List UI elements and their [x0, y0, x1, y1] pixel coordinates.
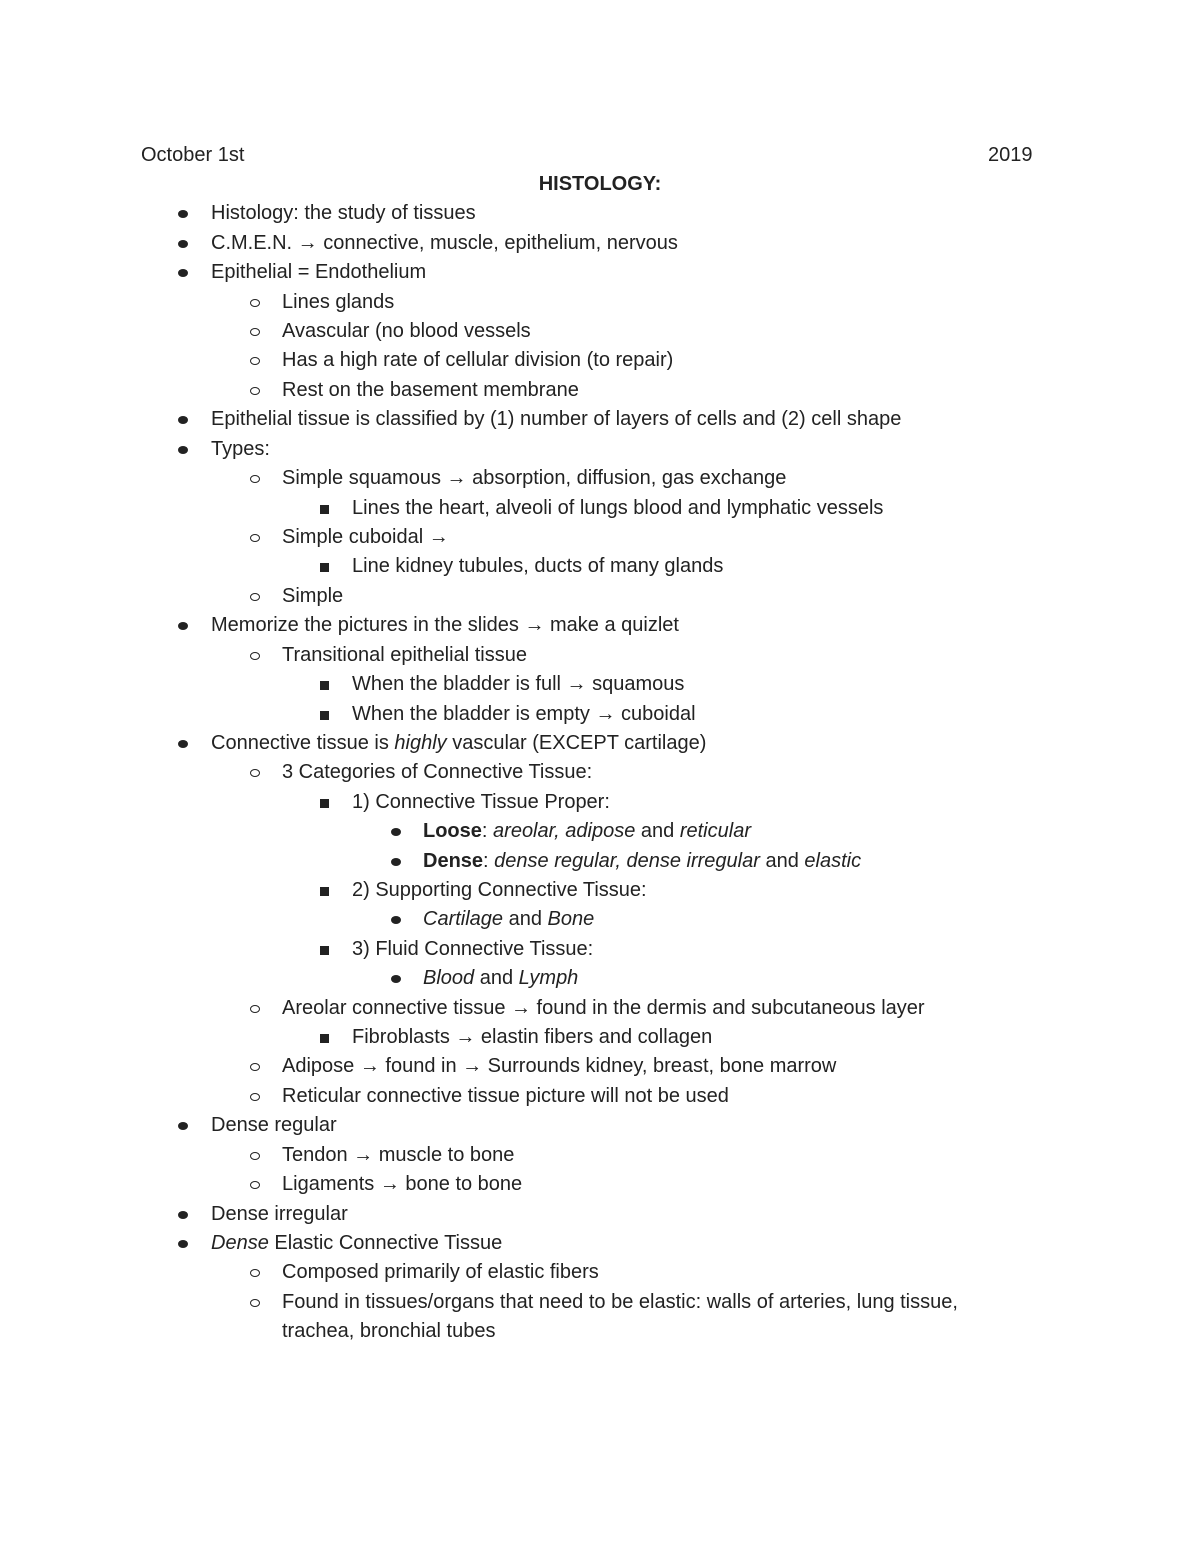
list-item-text: Simple squamous → absorption, diffusion, gas exchange: [282, 467, 787, 489]
bullet-dot-icon: [178, 1240, 188, 1248]
list-item-text: Lines glands: [282, 291, 395, 313]
list-item-text: Dense regular: [211, 1114, 337, 1136]
list-item-text: Types:: [211, 438, 270, 460]
bold-text: Dense: [423, 850, 484, 872]
bullet-square-icon: [320, 799, 329, 808]
bullet-dot-icon: [178, 210, 188, 218]
list-item-text: [211, 1231, 502, 1255]
italic-text: reticular: [679, 820, 751, 842]
list-item-text: Adipose → found in → Surrounds kidney, breast, bone marrow: [282, 1055, 837, 1077]
date-label: October 1st: [141, 144, 245, 166]
list-item-text: 1) Connective Tissue Proper:: [352, 791, 610, 813]
bold-text: Loose: [423, 820, 482, 842]
text-run: and: [503, 908, 548, 930]
bullet-circle-icon: [250, 328, 260, 336]
list-item-text: Rest on the basement membrane: [282, 379, 579, 401]
list-item-text: Fibroblasts → elastin fibers and collagen: [352, 1026, 713, 1048]
text-run: and: [635, 820, 680, 842]
italic-text: areolar, adipose: [493, 820, 636, 842]
list-item-text: [423, 819, 751, 843]
list-item-text: Dense irregular: [211, 1203, 348, 1225]
bullet-square-icon: [320, 946, 329, 955]
list-item-text: Simple: [282, 585, 344, 607]
bullet-circle-icon: [250, 1152, 260, 1160]
italic-text: Bone: [547, 908, 595, 930]
bullet-dot-icon: [178, 1122, 188, 1130]
list-item-text: Found in tissues/organs that need to be elastic: walls of arteries, lung tissue,: [282, 1291, 958, 1313]
list-item-text: When the bladder is empty → cuboidal: [352, 703, 696, 725]
year-label: 2019: [988, 144, 1033, 166]
bullet-dot-icon: [391, 828, 401, 836]
italic-text: Dense: [211, 1232, 269, 1254]
bullet-circle-icon: [250, 387, 260, 395]
bullet-circle-icon: [250, 475, 260, 483]
italic-text: Cartilage: [423, 908, 504, 930]
list-item-text: Tendon → muscle to bone: [282, 1144, 515, 1166]
text-run: :: [483, 850, 495, 872]
list-item-text: trachea, bronchial tubes: [282, 1320, 496, 1342]
list-item-text: When the bladder is full → squamous: [352, 673, 685, 695]
bullet-dot-icon: [178, 416, 188, 424]
bullet-square-icon: [320, 711, 329, 720]
bullet-dot-icon: [391, 975, 401, 983]
bullet-circle-icon: [250, 593, 260, 601]
list-item-text: Epithelial = Endothelium: [211, 261, 427, 283]
list-item-text: Transitional epithelial tissue: [282, 644, 527, 666]
bullet-circle-icon: [250, 652, 260, 660]
bullet-square-icon: [320, 1034, 329, 1043]
bullet-circle-icon: [250, 534, 260, 542]
list-item-text: Line kidney tubules, ducts of many glands: [352, 555, 724, 577]
bullet-dot-icon: [178, 740, 188, 748]
bullet-square-icon: [320, 563, 329, 572]
bullet-square-icon: [320, 887, 329, 896]
list-item-text: [423, 966, 578, 990]
list-item-text: 3 Categories of Connective Tissue:: [282, 761, 593, 783]
italic-text: highly: [394, 732, 447, 754]
text-run: and: [474, 967, 519, 989]
bullet-dot-icon: [178, 1211, 188, 1219]
italic-text: Lymph: [518, 967, 579, 989]
bullet-circle-icon: [250, 1063, 260, 1071]
bullet-square-icon: [320, 505, 329, 514]
bullet-dot-icon: [391, 916, 401, 924]
page-title: HISTOLOGY:: [538, 173, 662, 195]
italic-text: Blood: [423, 967, 475, 989]
list-item-text: Ligaments → bone to bone: [282, 1173, 523, 1195]
list-item-text: Epithelial tissue is classified by (1) number of layers of cells and (2) cell shape: [211, 408, 902, 430]
text-run: Elastic Connective Tissue: [268, 1232, 503, 1254]
list-item-text: [423, 849, 861, 873]
list-item-text: 2) Supporting Connective Tissue:: [352, 879, 647, 901]
list-item-text: 3) Fluid Connective Tissue:: [352, 938, 594, 960]
list-item-text: Composed primarily of elastic fibers: [282, 1261, 599, 1283]
list-item-text: C.M.E.N. → connective, muscle, epithelium, nervous: [211, 232, 678, 254]
list-item-text: Histology: the study of tissues: [211, 202, 476, 224]
text-run: and: [759, 850, 805, 872]
bullet-circle-icon: [250, 357, 260, 365]
bullet-dot-icon: [178, 269, 188, 277]
bullet-square-icon: [320, 681, 329, 690]
bullet-circle-icon: [250, 299, 260, 307]
list-item-text: [423, 907, 594, 931]
list-item-text: Memorize the pictures in the slides → make a quizlet: [211, 614, 679, 636]
bullet-dot-icon: [178, 622, 188, 630]
list-item-text: Avascular (no blood vessels: [282, 320, 531, 342]
bullet-circle-icon: [250, 1181, 260, 1189]
bullet-circle-icon: [250, 1299, 260, 1307]
list-item-text: Reticular connective tissue picture will not be used: [282, 1085, 729, 1107]
italic-text: elastic: [804, 850, 862, 872]
text-run: Connective tissue is: [211, 732, 395, 754]
bullet-circle-icon: [250, 1005, 260, 1013]
list-item-text: [211, 731, 706, 755]
bullet-circle-icon: [250, 1093, 260, 1101]
list-item-text: Simple cuboidal →: [282, 526, 449, 548]
italic-text: dense regular, dense irregular: [494, 850, 760, 872]
bullet-dot-icon: [391, 858, 401, 866]
text-run: vascular (EXCEPT cartilage): [446, 732, 707, 754]
bullet-circle-icon: [250, 1269, 260, 1277]
list-item-text: Has a high rate of cellular division (to repair): [282, 349, 674, 371]
list-item-text: Areolar connective tissue → found in the dermis and subcutaneous layer: [282, 997, 925, 1019]
list-item-text: Lines the heart, alveoli of lungs blood and lymphatic vessels: [352, 497, 884, 519]
text-run: :: [481, 820, 494, 842]
bullet-circle-icon: [250, 769, 260, 777]
bullet-dot-icon: [178, 446, 188, 454]
bullet-dot-icon: [178, 240, 188, 248]
